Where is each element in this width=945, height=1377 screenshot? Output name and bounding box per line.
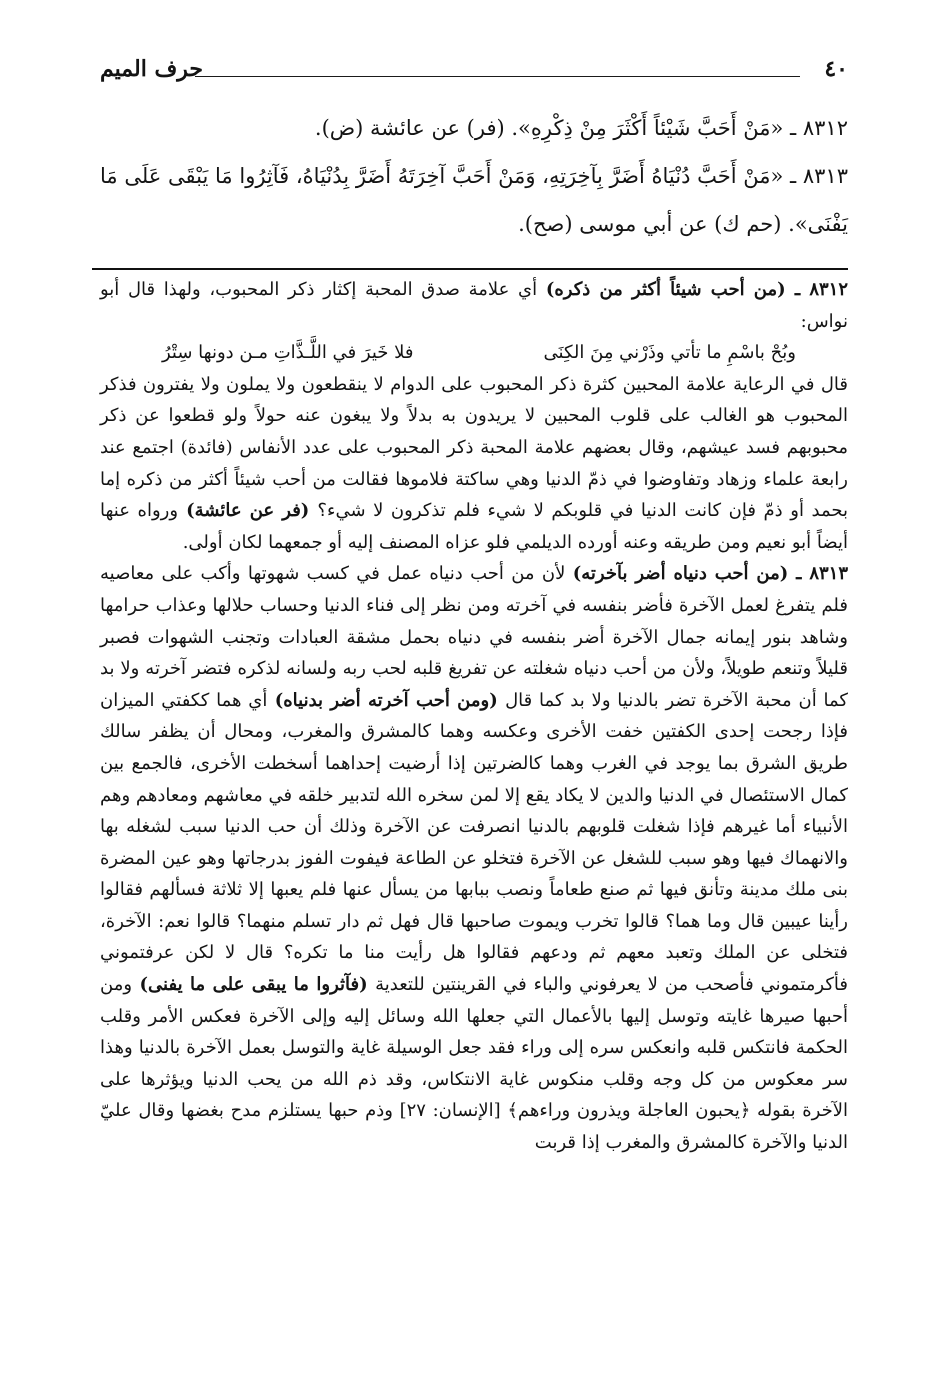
hadith-text-block (100, 104, 848, 248)
commentary-8312-intro (100, 274, 848, 337)
commentary-block (100, 274, 848, 1159)
commentary-8312-body-b: اجتمع عند رابعة علماء وزهاد وتفاوضوا في ذمّ الدنيا وهي ساكتة فلاموها فقالت من أحب شيئاً أكثر من ذكره إما بحمد أو ذمّ فإن كانت الدنيا في قلوبكم لا شيء فلم تذكرون لا شيء؟ (100, 436, 848, 522)
poetry-verse (100, 337, 848, 369)
header-rule (195, 76, 800, 77)
commentary-8313-body-b: أي هما ككفتي الميزان فإذا رجحت إحدى الكفتين خفت الأخرى وعكسه وهما كالمشرق والمغرب، ومحال أن يظفر سالك طريق الشرق بما يوجد في الغرب وهما كالضرتين إذا أرضيت إحداهما أسخطت الأخرى، فالجمع بين كمال الاستئصال في الدنيا والدين لا يكاد يقع إلا لمن سخره الله لتدبير خلقه في معاشهم ومعادهم وهم الأنبياء أما غيرهم فإذا شغلت قلوبهم بالدنيا انصرفت عن الآخرة وذلك أن حب الدنيا سبب لشغله بها والانهماك فيها وهو سبب للشغل عن الآخرة فتخلو عن الطاعة فيفوت الفوز بدرجاتها وهو عين المضرة بنى ملك مدينة وتأنق فيها ثم صنع طعاماً ونصب ببابها من يسأل عنها فلم يعبها إلا ثلاثة فسألهم فقالوا رأينا عيبين قال وما هما؟ قالوا تخرب ويموت صاحبها قال فهل ثم دار تسلم منهما؟ قالوا نعم: الآخرة، فتخلى عن الملك وتعبد معهم ثم ودعهم فقالوا هل رأيت منا ما تكره؟ قال لا لكن عرفتموني فأكرمتموني فأصحب من لا يعرفوني والباء في القرينتين للتعدية (100, 689, 849, 996)
page-number: ٤٠ (824, 56, 848, 82)
commentary-8312-body-a: قال في الرعاية علامة المحبين كثرة ذكر المحبوب على الدوام لا ينقطعون ولا يملون ولا يفترون فذكر المحبوب هو الغالب على قلوب المحبين لا يريدون به بدلاً ولا يبغون عنه حولاً ولو قطعوا عن ذكر محبوبهم فسد عيشهم، وقال بعضهم علامة المحبة ذكر المحبوب على عدد الأنفاس (100, 373, 848, 458)
commentary-8312-body-c: ورواه عنها أيضاً أبو نعيم ومن طريقه وعنه أورده الديلمي فلو عزاه المصنف إليه أو جمعهما لكان أولى. (100, 500, 848, 553)
chapter-title: حرف الميم (100, 56, 204, 82)
commentary-8313-lead: ٨٣١٣ ـ (من أحب دنياه أضر بآخرته) (572, 563, 848, 585)
commentary-8313-quote-2: (فآثروا ما يبقى على ما يفنى) (132, 974, 376, 996)
commentary-8312-text: أي علامة صدق المحبة إكثار ذكر المحبوب، ولهذا قال أبو نواس: (100, 279, 848, 332)
verse-second-hemistich: فلا خَيرَ في اللَّـذَّاتِ مـن دونها سِتْرُ (162, 342, 414, 364)
verse-first-hemistich: وبُحْ باسْمِ ما تأتي وذَرْني مِنَ الكِنَى (543, 342, 796, 364)
hadith-8313: ٨٣١٣ ـ «مَنْ أَحَبَّ دُنْيَاهُ أَضَرَّ بِآخِرَتِهِ، وَمَنْ أَحَبَّ آخِرَتَهُ أَضَرَّ بِدُنْيَاهُ، فَآثِرُوا مَا يَبْقَى عَلَى مَا يَفْنَى». (حم ك) عن أبي موسى (صح). (100, 164, 848, 236)
page-header (100, 56, 848, 96)
source-reference: (فر عن عائشة) (178, 500, 318, 522)
commentary-8312-lead: ٨٣١٢ ـ (من أحب شيئاً أكثر من ذكره) (545, 279, 848, 300)
commentary-8313 (100, 558, 848, 1158)
faida-label: (فائدة) (173, 436, 240, 458)
commentary-8313-body-c: ومن أحبها صيرها غايته وتوسل إليها بالأعمال التي جعلها الله وسائل إليه وإلى الآخرة فعكس الأمر وقلب الحكمة فانتكس قلبه وانعكس سره إلى وراء فقد جعل الوسيلة غاية والتوسل بعمل الآخرة بالدنيا وهذا سر معكوس من كل وجه وقلب منكوس غاية الانتكاس، وقد ذم الله من يحب الدنيا ويؤثرها على الآخرة بقوله ﴿يحبون العاجلة ويذرون وراءهم﴾ [الإنسان: ٢٧] وذم حبها يستلزم مدح بغضها وقال عليّ الدنيا والآخرة كالمشرق والمغرب إذا قربت (100, 974, 848, 1154)
commentary-8313-body-a: لأن من أحب دنياه عمل في كسب شهوتها وأكب على معاصيه فلم يتفرغ لعمل الآخرة فأضر بنفسه في آخرته ومن نظر إلى فناء الدنيا وحساب حلالها وعذاب حرامها وشاهد بنور إيمانه جمال الآخرة أضر بنفسه في دنياه بحمل مشقة العبادات وتجنب الشهوات فصبر قليلاً وتنعم طويلاً، ولأن من أحب دنياه شغلته عن تفريغ قلبه لحب ربه ولسانه لذكره فتضر آخرته ولا بد كما أن محبة الآخرة تضر بالدنيا ولا بد كما قال (100, 563, 848, 711)
commentary-8312-body (100, 369, 848, 559)
section-separator (92, 268, 848, 270)
hadith-8312: ٨٣١٢ ـ «مَنْ أَحَبَّ شَيْئاً أَكْثَرَ مِنْ ذِكْرِهِ». (فر) عن عائشة (ض). (314, 116, 848, 140)
commentary-8313-quote: (ومن أحب آخرته أضر بدنياه) (267, 689, 506, 711)
